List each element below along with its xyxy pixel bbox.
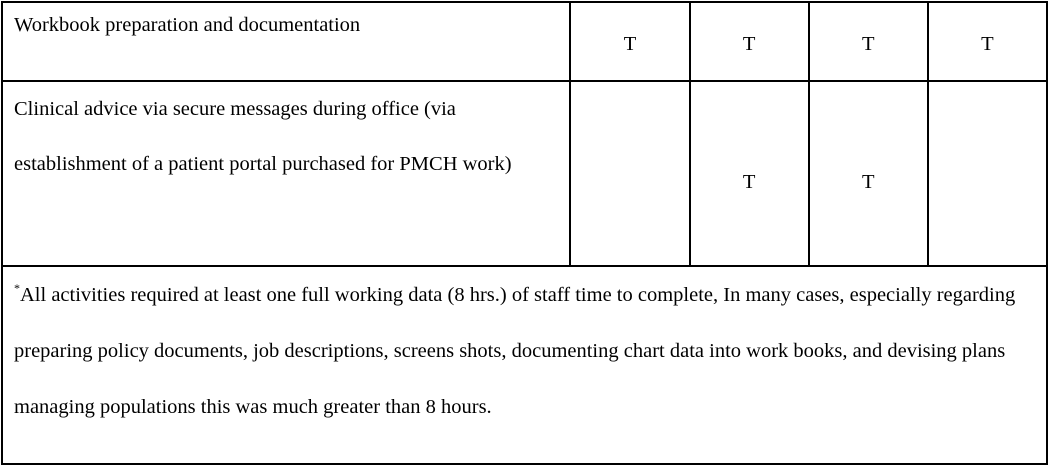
mark-cell: T [690,81,809,266]
mark-cell: T [570,2,689,81]
footnote-marker: * [14,281,20,295]
mark-cell [570,81,689,266]
table-row [2,2,1047,81]
mark-cell: T [690,2,809,81]
activity-cell: Workbook preparation and documentation [2,2,570,81]
table-row [2,81,1047,266]
footnote-text: All activities required at least one full working data (8 hrs.) of staff time to complete, In many cases, especially regarding preparing policy documents, job descriptions, screens shots, documenting chart data into work books, and devising plans managing populations this was much greater than 8 hours. [14,284,1016,418]
activity-cell: Clinical advice via secure messages during office (via establishment of a patient portal purchased for PMCH work) [2,81,570,266]
mark-cell: T [928,2,1047,81]
footnote-cell [2,266,1047,464]
mark-cell [928,81,1047,266]
table-row [2,266,1047,464]
activities-table [1,1,1048,465]
mark-cell: T [809,81,928,266]
mark-cell: T [809,2,928,81]
